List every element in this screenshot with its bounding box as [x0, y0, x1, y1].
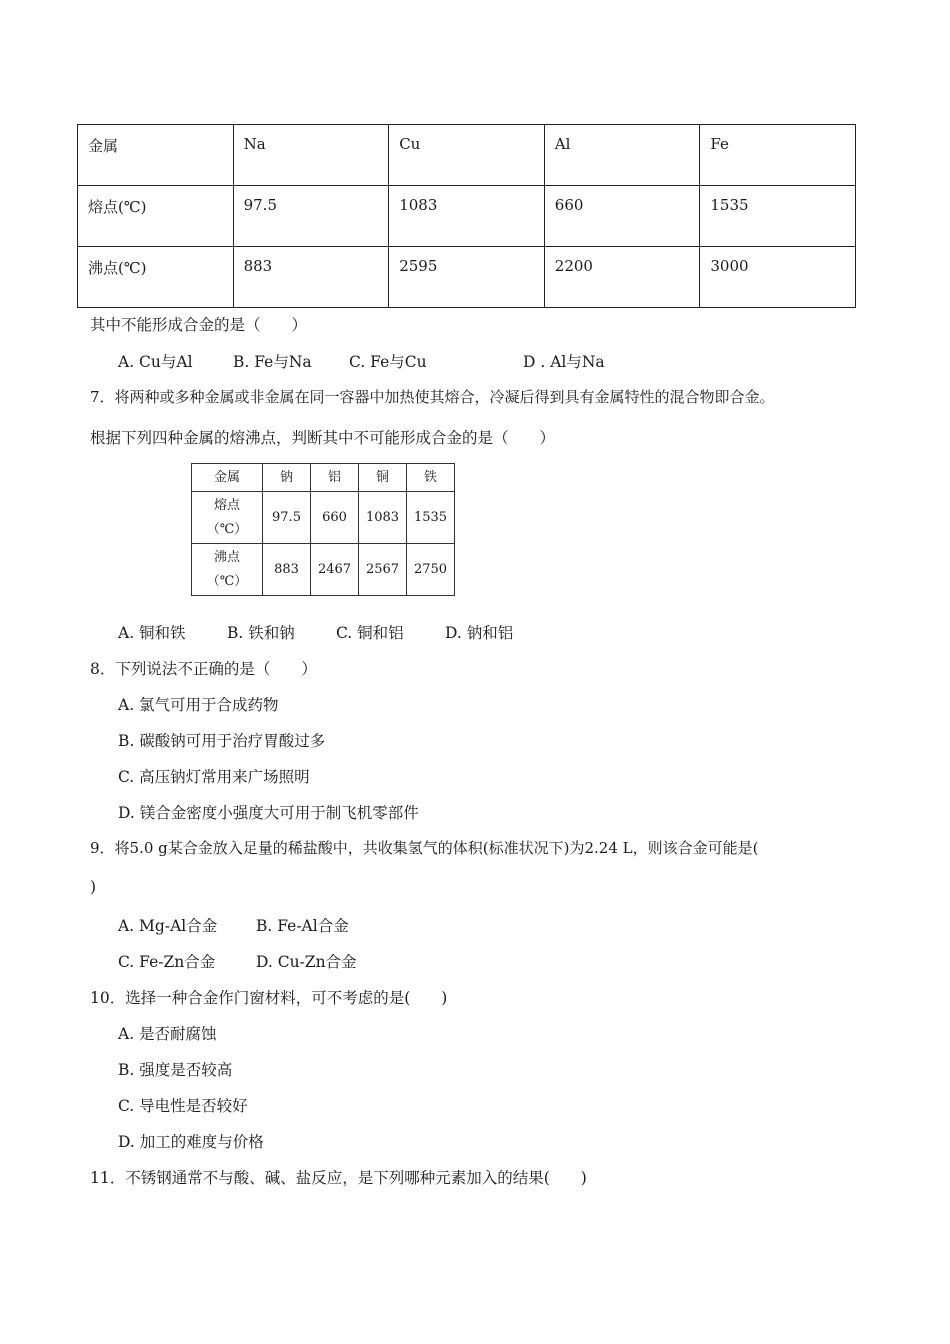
boil-unit: （℃） [206, 573, 248, 589]
table-row [192, 544, 455, 596]
table-cell: 1535 [407, 492, 455, 544]
table-cell: 97.5 [263, 492, 311, 544]
q7-option-c: C. 铜和铝 [336, 624, 404, 642]
table-cell: 660 [311, 492, 359, 544]
question-10-stem: 10．选择一种合金作门窗材料，可不考虑的是( ) [90, 989, 448, 1007]
table-cell: Al [544, 125, 700, 186]
q6-option-d: D . Al与Na [523, 353, 605, 371]
table-cell: 铝 [311, 464, 359, 492]
q6-option-b: B. Fe与Na [233, 353, 312, 371]
table-cell: 沸点(℃) [78, 247, 234, 308]
table-cell: Fe [700, 125, 856, 186]
table-cell: 1083 [359, 492, 407, 544]
table-row [78, 125, 856, 186]
q9-option-d: D. Cu-Zn合金 [256, 953, 357, 971]
table-row [78, 247, 856, 308]
q9-option-c: C. Fe-Zn合金 [118, 953, 216, 971]
table-row [192, 492, 455, 544]
table-cell: 2467 [311, 544, 359, 596]
table-cell: 883 [263, 544, 311, 596]
table-cell [192, 544, 263, 596]
q8-option-d: D. 镁合金密度小强度大可用于制飞机零部件 [118, 804, 419, 822]
q7-option-d: D. 钠和铝 [445, 624, 514, 642]
table-cell: 2200 [544, 247, 700, 308]
question-8-stem: 8．下列说法不正确的是（ ） [90, 660, 317, 678]
table-cell: 660 [544, 186, 700, 247]
table-cell: Na [233, 125, 389, 186]
table-cell: 2595 [389, 247, 545, 308]
table-cell: 熔点(℃) [78, 186, 234, 247]
table-row [78, 186, 856, 247]
table-cell: 2750 [407, 544, 455, 596]
metal-properties-table [77, 124, 856, 308]
question-7-stem-line1: 7．将两种或多种金属或非金属在同一容器中加热使其熔合，冷凝后得到具有金属特性的混合物即合金。 [90, 388, 775, 406]
table-cell: 883 [233, 247, 389, 308]
table-cell: 铜 [359, 464, 407, 492]
q8-option-b: B. 碳酸钠可用于治疗胃酸过多 [118, 732, 326, 750]
question-9-stem-line1: 9．将5.0 g某合金放入足量的稀盐酸中，共收集氢气的体积(标准状况下)为2.24 L，则该合金可能是( [90, 839, 759, 857]
table-cell: 1535 [700, 186, 856, 247]
metal-melting-boiling-table [191, 463, 455, 596]
melt-unit: （℃） [206, 521, 248, 537]
q10-option-d: D. 加工的难度与价格 [118, 1133, 264, 1151]
q10-option-c: C. 导电性是否较好 [118, 1097, 248, 1115]
table-cell: 金属 [192, 464, 263, 492]
table-cell: 97.5 [233, 186, 389, 247]
q8-option-a: A. 氯气可用于合成药物 [118, 696, 279, 714]
table-row [192, 464, 455, 492]
question-7-stem-line2: 根据下列四种金属的熔沸点，判断其中不可能形成合金的是（ ） [90, 429, 556, 447]
question-6-stem: 其中不能形成合金的是（ ） [90, 316, 308, 334]
q7-option-a: A. 铜和铁 [118, 624, 186, 642]
q9-option-a: A. Mg-Al合金 [118, 917, 218, 935]
q6-option-a: A. Cu与Al [118, 353, 193, 371]
table-cell: 金属 [78, 125, 234, 186]
table-cell: 钠 [263, 464, 311, 492]
table-cell: 2567 [359, 544, 407, 596]
question-9-stem-line2: ) [90, 878, 97, 896]
boil-label: 沸点 [213, 549, 240, 565]
question-11-stem: 11．不锈钢通常不与酸、碱、盐反应，是下列哪种元素加入的结果( ) [90, 1169, 587, 1187]
table-cell: 3000 [700, 247, 856, 308]
table-cell: 1083 [389, 186, 545, 247]
table-cell: Cu [389, 125, 545, 186]
q9-option-b: B. Fe-Al合金 [256, 917, 349, 935]
q7-option-b: B. 铁和钠 [227, 624, 295, 642]
table-cell: 铁 [407, 464, 455, 492]
table-cell [192, 492, 263, 544]
q6-option-c: C. Fe与Cu [349, 353, 427, 371]
melt-label: 熔点 [213, 497, 240, 513]
q8-option-c: C. 高压钠灯常用来广场照明 [118, 768, 310, 786]
q10-option-a: A. 是否耐腐蚀 [118, 1025, 217, 1043]
q10-option-b: B. 强度是否较高 [118, 1061, 233, 1079]
